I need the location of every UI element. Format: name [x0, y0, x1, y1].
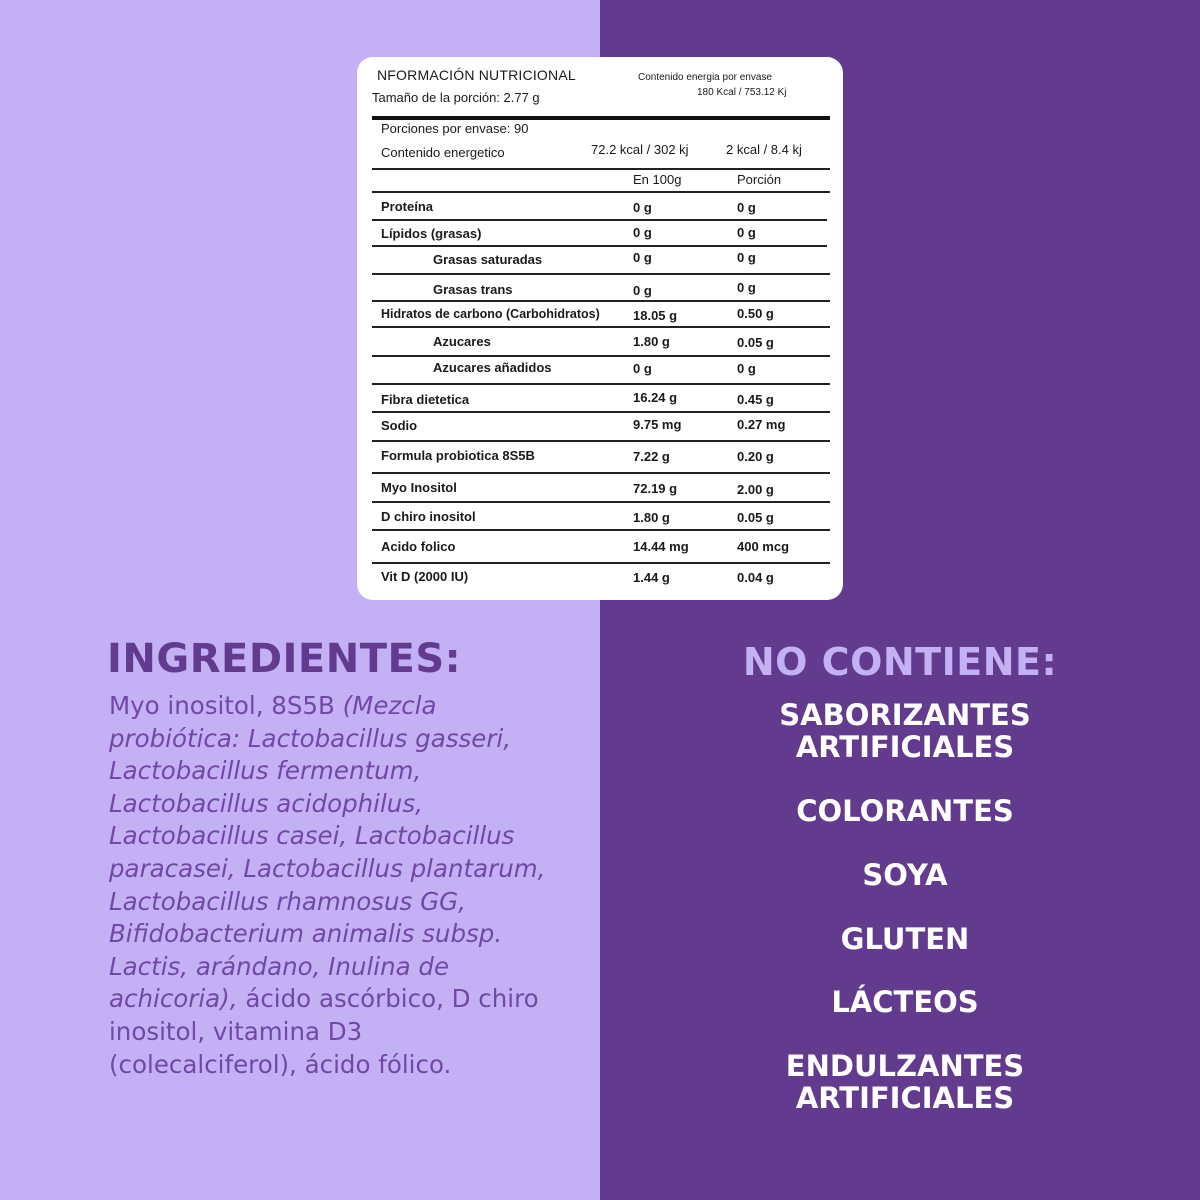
row-divider [372, 168, 830, 170]
nutrient-100g: 72.19 g [633, 481, 678, 496]
nutrient-100g: 1.44 g [633, 570, 670, 585]
energy-per-pack-label: Contenido energia por envase [638, 72, 772, 83]
no-contiene-item [600, 699, 1200, 763]
row-divider [372, 472, 830, 474]
nutrient-portion: 0 g [737, 200, 756, 215]
ingredients-text [109, 690, 549, 1081]
nutrient-100g: 18.05 g [633, 308, 678, 323]
energy-portion: 2 kcal / 8.4 kj [726, 142, 802, 157]
ingredients-part-2: (Mezcla probiótica: Lactobacillus gasseri, Lactobacillus fermentum, Lactobacillus acidophilus, Lactobacillus casei, Lactobacillus paracasei, Lactobacillus plantarum, Lactobacillus rhamnosus GG, Bifidobacterium animalis subsp. Lactis, arándano, Inulina de achicoria), [109, 691, 546, 1014]
nutrient-portion: 0.05 g [737, 510, 774, 525]
row-divider [372, 501, 830, 503]
ingredients-part-3: ácido ascórbico, D chiro inositol, vitamina D3 (colecalciferol), ácido fólico. [109, 984, 539, 1079]
nutrient-portion: 2.00 g [737, 482, 774, 497]
nutrient-100g: 9.75 mg [633, 417, 682, 432]
no-contiene-item-line: ARTIFICIALES [795, 730, 1015, 764]
nutrient-portion: 0 g [737, 225, 756, 240]
nutrient-100g: 16.24 g [633, 390, 678, 405]
no-contiene-heading: NO CONTIENE: [742, 640, 1058, 684]
nutrient-label: Myo Inositol [381, 480, 457, 495]
nutrient-100g: 1.80 g [633, 334, 670, 349]
no-contiene-item-line: SABORIZANTES [779, 698, 1031, 732]
thick-divider [372, 116, 830, 120]
row-divider [372, 273, 830, 275]
no-contiene-item [600, 923, 1200, 955]
nutrition-facts-card [357, 57, 843, 600]
row-divider [372, 219, 827, 221]
no-contiene-item [600, 859, 1200, 891]
no-contiene-item [600, 986, 1200, 1018]
row-divider [372, 562, 830, 564]
nutrient-100g: 0 g [633, 225, 652, 240]
row-divider [372, 411, 830, 413]
no-contiene-item [600, 1050, 1200, 1114]
serving-size: Tamaño de la porción: 2.77 g [372, 90, 540, 105]
no-contiene-item-line: COLORANTES [796, 794, 1014, 828]
nutrient-portion: 0.04 g [737, 570, 774, 585]
ingredients-part-1: Myo inositol, 8S5B [109, 691, 343, 720]
nutrient-label: D chiro inositol [381, 509, 476, 524]
nutrient-label: Acido folico [381, 539, 456, 554]
col-header-100g: En 100g [633, 172, 682, 187]
nutrient-label: Azucares añadidos [433, 360, 552, 375]
row-divider [372, 300, 830, 302]
nutrient-portion: 0 g [737, 250, 756, 265]
nutrient-100g: 0 g [633, 200, 652, 215]
row-divider [372, 245, 827, 247]
nutrient-label: Hidratos de carbono (Carbohidratos) [381, 307, 600, 321]
nutrient-100g: 1.80 g [633, 510, 670, 525]
nutrient-portion: 0.50 g [737, 306, 774, 321]
row-divider [372, 529, 830, 531]
no-contiene-item [600, 795, 1200, 827]
nutrient-portion: 0 g [737, 361, 756, 376]
nutrient-portion: 400 mcg [737, 539, 790, 554]
no-contiene-item-line: GLUTEN [840, 922, 970, 956]
servings-per-pack: Porciones por envase: 90 [381, 121, 529, 136]
nutrient-label: Vit D (2000 IU) [381, 569, 469, 584]
nutrient-portion: 0 g [737, 280, 756, 295]
nutrient-portion: 0.20 g [737, 449, 774, 464]
no-contiene-item-line: LÁCTEOS [831, 985, 979, 1019]
no-contiene-item-line: ENDULZANTES [785, 1049, 1025, 1083]
energy-100g: 72.2 kcal / 302 kj [591, 142, 689, 157]
nutrient-label: Formula probiotica 8S5B [381, 448, 535, 463]
nutrient-portion: 0.45 g [737, 392, 774, 407]
no-contiene-item-line: ARTIFICIALES [795, 1081, 1015, 1115]
nutrient-100g: 0 g [633, 250, 652, 265]
row-divider [372, 326, 830, 328]
nutrient-100g: 14.44 mg [633, 539, 689, 554]
no-contiene-item-line: SOYA [862, 858, 948, 892]
nutrient-label: Proteína [381, 199, 434, 214]
col-header-portion: Porción [737, 172, 782, 187]
row-divider [372, 191, 830, 193]
nutrient-label: Lípidos (grasas) [381, 226, 482, 241]
nutrient-portion: 0.05 g [737, 335, 774, 350]
nutrient-label: Grasas saturadas [433, 252, 543, 267]
nutrient-label: Grasas trans [433, 282, 513, 297]
row-divider [372, 355, 830, 357]
energy-label: Contenido energetico [381, 145, 505, 160]
ingredients-heading: INGREDIENTES: [107, 636, 462, 682]
nutrient-label: Azucares [433, 334, 491, 349]
nutrient-label: Fibra dietetica [381, 392, 470, 407]
nutrient-100g: 7.22 g [633, 449, 670, 464]
nutrient-100g: 0 g [633, 283, 652, 298]
nutrition-title: NFORMACIÓN NUTRICIONAL [377, 67, 576, 83]
energy-per-pack-value: 180 Kcal / 753.12 Kj [697, 87, 787, 98]
nutrient-label: Sodio [381, 418, 418, 433]
nutrient-100g: 0 g [633, 361, 652, 376]
nutrient-portion: 0.27 mg [737, 417, 786, 432]
row-divider [372, 383, 830, 385]
row-divider [372, 440, 830, 442]
